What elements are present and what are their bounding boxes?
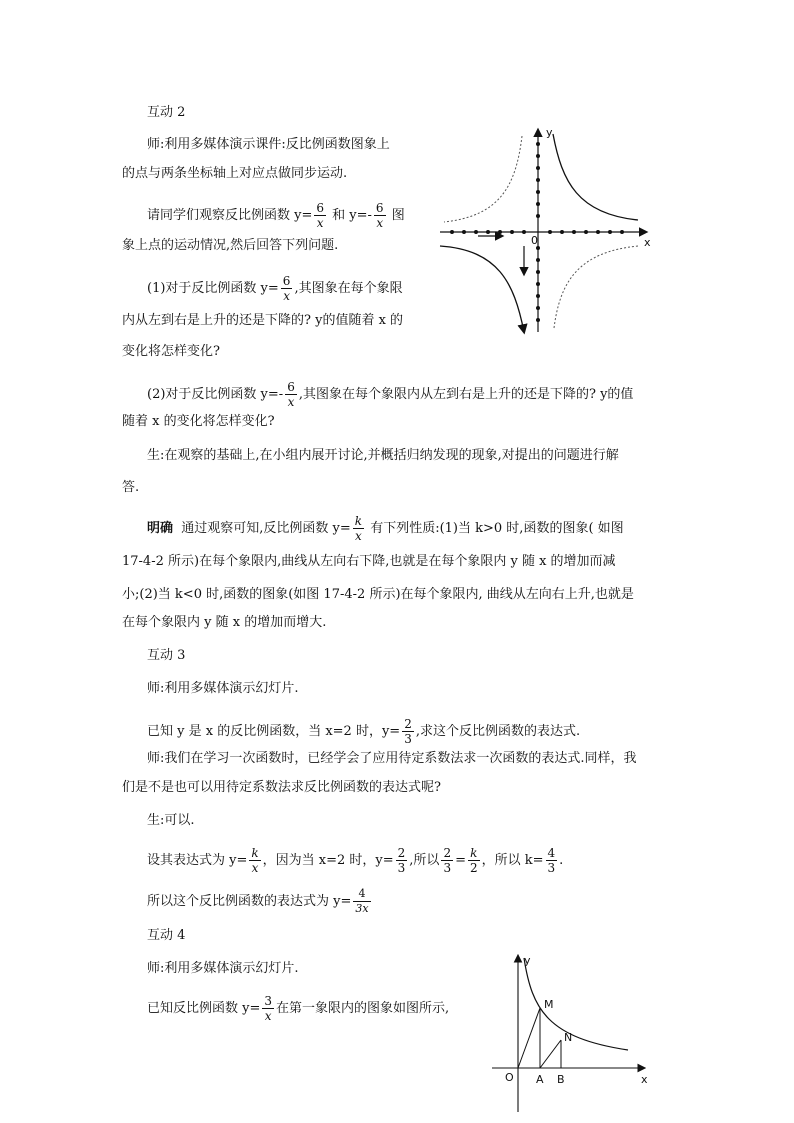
paragraph: 17-4-2 所示)在每个象限内,曲线从左向右下降,也就是在每个象限内 y 随 x 的增加而减	[122, 554, 616, 569]
paragraph: 们是不是也可以用待定系数法求反比例函数的表达式呢?	[122, 780, 441, 795]
curve-y-neg6-over-x-q2	[444, 136, 522, 222]
paragraph: 变化将怎样变化?	[122, 344, 220, 359]
section-heading-2: 互动 2	[147, 105, 186, 120]
text: .	[559, 853, 564, 868]
text: (2)对于反比例函数 y=-	[147, 387, 284, 402]
fraction: $\frac{4}{3}$	[547, 846, 556, 875]
fraction: $\frac{2}{3}$	[397, 846, 406, 875]
first-quadrant-figure	[488, 950, 658, 1120]
text: ，因为当 x=2 时，y=	[262, 853, 394, 868]
curve-y-6-over-x-q3	[440, 246, 524, 332]
section-heading-3: 互动 3	[147, 648, 186, 663]
paragraph: 象上点的运动情况,然后回答下列问题.	[122, 238, 339, 253]
text: ,其图象在每个象限	[294, 281, 403, 296]
y-axis-label: y	[524, 954, 531, 967]
fraction: $\frac{3}{x}$	[264, 994, 273, 1023]
origin-label: O	[505, 1071, 514, 1084]
curve-y-neg6-over-x-q4	[554, 246, 638, 328]
text: ，所以 k=	[481, 853, 544, 868]
y-axis-label: y	[546, 126, 553, 139]
fraction: $\frac{6}{x}$	[316, 201, 325, 230]
text: 通过观察可知,反比例函数 y=	[181, 521, 351, 536]
fraction: $\frac{k}{x}$	[354, 514, 363, 543]
fraction: $\frac{4}{3x}$	[355, 887, 369, 915]
paragraph: 师:利用多媒体演示课件:反比例函数图象上	[147, 137, 390, 152]
paragraph: 答.	[122, 480, 140, 495]
paragraph: 内从左到右是上升的还是下降的? y的值随着 x 的	[122, 313, 404, 328]
x-axis-label: x	[644, 236, 651, 249]
fraction: $\frac{6}{x}$	[287, 380, 295, 409]
paragraph	[147, 380, 633, 409]
paragraph: 师:我们在学习一次函数时，已经学会了应用待定系数法求一次函数的表达式.同样，我	[147, 751, 637, 766]
text: 已知 y 是 x 的反比例函数，当 x=2 时，y=	[147, 724, 401, 739]
paragraph	[147, 846, 563, 875]
paragraph: 小;(2)当 k<0 时,函数的图象(如图 17-4-2 所示)在每个象限内, 曲线从左向右上升,也就是	[122, 587, 634, 602]
point-n-label: N	[564, 1031, 573, 1044]
point-b-label: B	[557, 1073, 565, 1086]
hyperbola-figure	[438, 122, 660, 338]
text: 有下列性质:(1)当 k>0 时,函数的图象( 如图	[366, 521, 624, 536]
paragraph: 在每个象限内 y 随 x 的增加而增大.	[122, 615, 327, 630]
fraction: $\frac{k}{2}$	[469, 846, 478, 875]
paragraph: 生:在观察的基础上,在小组内展开讨论,并概括归纳发现的现象,对提出的问题进行解	[147, 448, 619, 463]
paragraph	[147, 717, 580, 746]
segment-an	[540, 1040, 561, 1068]
text: 和 y=-	[328, 208, 372, 223]
fraction: $\frac{6}{x}$	[282, 274, 291, 303]
paragraph: 师:利用多媒体演示幻灯片.	[147, 681, 299, 696]
text: 所以这个反比例函数的表达式为 y=	[147, 894, 352, 909]
paragraph	[147, 274, 403, 303]
segment-om	[518, 1008, 540, 1068]
text: 已知反比例函数 y=	[147, 1001, 261, 1016]
section-heading-4: 互动 4	[147, 928, 186, 943]
text: 设其表达式为 y=	[147, 853, 248, 868]
text: 图	[387, 208, 405, 223]
text: 请同学们观察反比例函数 y=	[147, 208, 313, 223]
text: (1)对于反比例函数 y=	[147, 281, 279, 296]
text: ,求这个反比例函数的表达式.	[415, 724, 581, 739]
fraction: $\frac{k}{x}$	[251, 846, 259, 875]
paragraph: 生:可以.	[147, 813, 195, 828]
text: =	[455, 853, 466, 868]
paragraph: 的点与两条坐标轴上对应点做同步运动.	[122, 166, 348, 181]
x-axis-label: x	[641, 1073, 648, 1086]
curve-y-6-over-x-q1	[553, 134, 638, 220]
paragraph: 师:利用多媒体演示幻灯片.	[147, 961, 299, 976]
origin-label: 0	[531, 234, 538, 247]
emphasis-label: 明确	[147, 521, 174, 536]
text: 在第一象限内的图象如图所示,	[276, 1001, 450, 1016]
paragraph	[147, 201, 405, 230]
fraction: $\frac{6}{x}$	[375, 201, 384, 230]
text: ,其图象在每个象限内从左到右是上升的还是下降的? y的值	[298, 387, 634, 402]
paragraph	[147, 887, 373, 916]
fraction: $\frac{2}{3}$	[404, 717, 412, 746]
paragraph	[147, 994, 449, 1023]
point-a-label: A	[536, 1073, 544, 1086]
fraction: $\frac{2}{3}$	[443, 846, 452, 875]
point-m-label: M	[544, 998, 554, 1011]
paragraph	[147, 514, 624, 543]
paragraph: 随着 x 的变化将怎样变化?	[122, 414, 275, 429]
text: ,所以	[409, 853, 440, 868]
